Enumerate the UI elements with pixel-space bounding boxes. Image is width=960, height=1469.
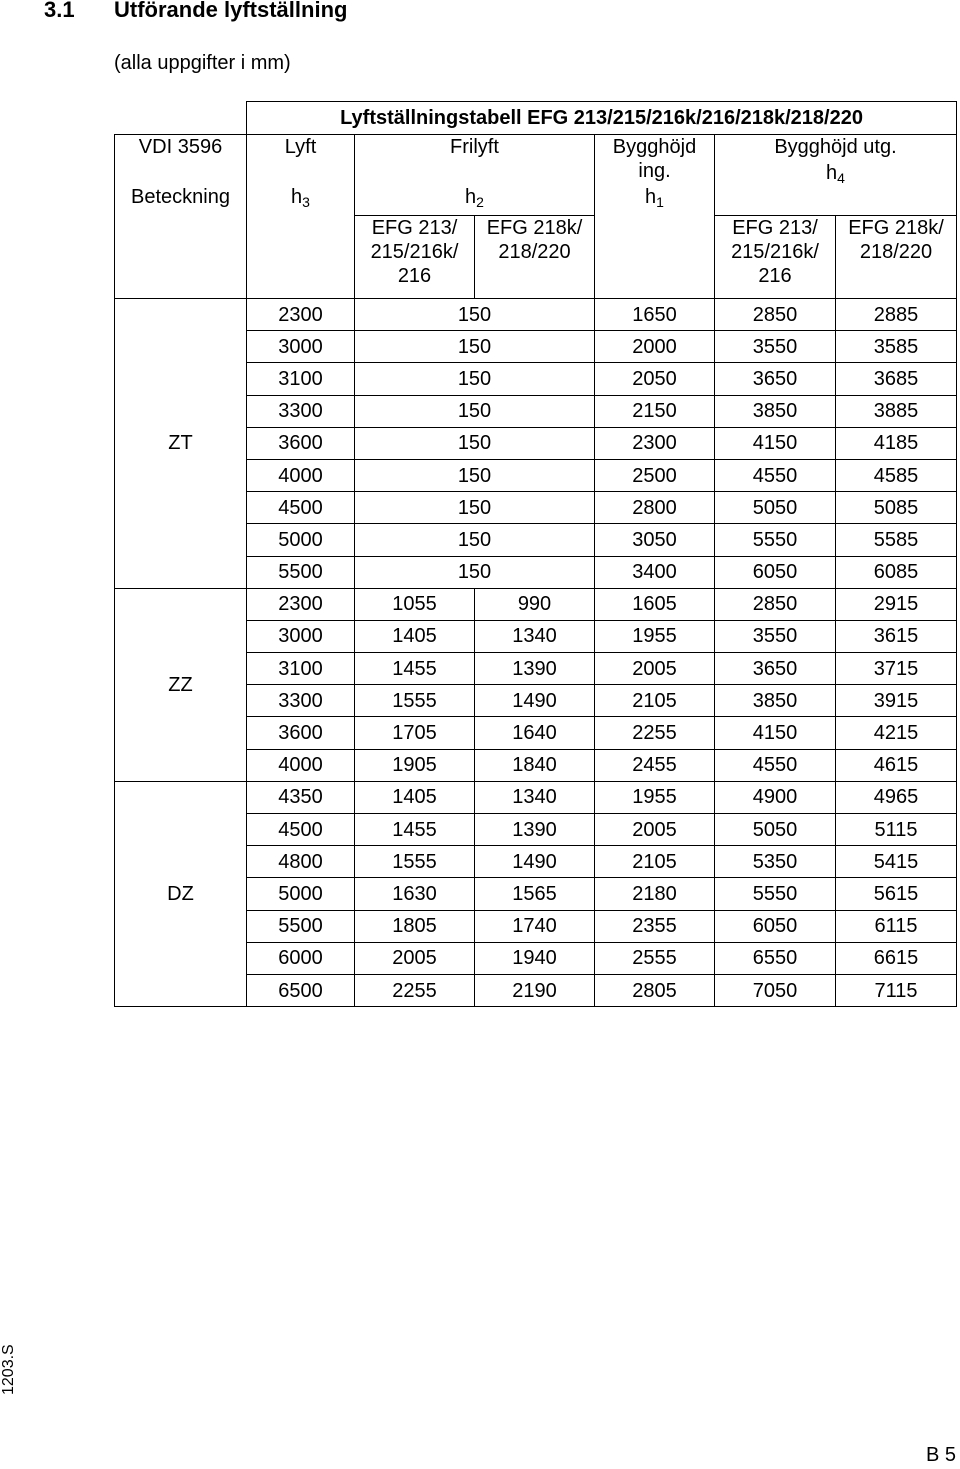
table-cell: 1565	[475, 878, 595, 910]
table-cell: 4215	[836, 717, 957, 749]
group-label: DZ	[115, 781, 247, 1006]
table-cell: 1455	[355, 653, 475, 685]
table-cell: 2300	[247, 588, 355, 620]
table-cell: 2255	[355, 974, 475, 1006]
header-free-lift-model-a: EFG 213/ 215/216k/ 216	[355, 216, 475, 299]
table-cell: 1650	[595, 299, 715, 331]
table-cell: 2500	[595, 459, 715, 491]
table-cell: 1955	[595, 620, 715, 652]
table-cell: 1555	[355, 685, 475, 717]
table-cell: 150	[355, 363, 595, 395]
table-cell: 6115	[836, 910, 957, 942]
table-cell: 3585	[836, 331, 957, 363]
table-cell: 3850	[715, 395, 836, 427]
header-height-extended-model-b: EFG 218k/ 218/220	[836, 216, 957, 299]
table-cell: 1805	[355, 910, 475, 942]
group-label: ZZ	[115, 588, 247, 781]
table-cell: 4350	[247, 781, 355, 813]
table-cell: 2005	[595, 653, 715, 685]
table-cell: 5500	[247, 556, 355, 588]
table-cell: 150	[355, 524, 595, 556]
table-cell: 2105	[595, 846, 715, 878]
group-label: ZT	[115, 299, 247, 589]
document-code: 1203.S	[0, 1344, 17, 1395]
table-cell: 1340	[475, 620, 595, 652]
table-cell: 3550	[715, 331, 836, 363]
table-cell: 150	[355, 395, 595, 427]
table-cell: 1490	[475, 846, 595, 878]
table-cell: 3000	[247, 331, 355, 363]
table-cell: 2850	[715, 299, 836, 331]
table-row	[115, 299, 957, 331]
table-cell: 3915	[836, 685, 957, 717]
table-cell: 3600	[247, 717, 355, 749]
table-cell: 1905	[355, 749, 475, 781]
corner-blank	[115, 102, 247, 135]
table-cell: 2000	[595, 331, 715, 363]
table-cell: 3100	[247, 653, 355, 685]
table-row	[115, 781, 957, 813]
table-cell: 5585	[836, 524, 957, 556]
table-cell: 1705	[355, 717, 475, 749]
table-cell: 3100	[247, 363, 355, 395]
table-cell: 2800	[595, 492, 715, 524]
table-cell: 2255	[595, 717, 715, 749]
table-cell: 5050	[715, 814, 836, 846]
table-cell: 7115	[836, 974, 957, 1006]
table-cell: 5615	[836, 878, 957, 910]
table-cell: 2885	[836, 299, 957, 331]
table-cell: 3685	[836, 363, 957, 395]
table-cell: 5415	[836, 846, 957, 878]
table-cell: 3615	[836, 620, 957, 652]
table-cell: 1630	[355, 878, 475, 910]
table-cell: 2555	[595, 942, 715, 974]
section-title: Utförande lyftställning	[114, 0, 348, 22]
table-cell: 6050	[715, 556, 836, 588]
table-cell: 4000	[247, 749, 355, 781]
table-cell: 4550	[715, 459, 836, 491]
section-heading	[44, 0, 347, 24]
table-cell: 150	[355, 556, 595, 588]
table-cell: 3400	[595, 556, 715, 588]
table-cell: 1340	[475, 781, 595, 813]
table-cell: 1605	[595, 588, 715, 620]
section-number: 3.1	[44, 0, 75, 22]
table-cell: 1740	[475, 910, 595, 942]
table-cell: 4500	[247, 492, 355, 524]
header-blank-2	[247, 216, 355, 299]
table-cell: 3300	[247, 685, 355, 717]
table-cell: 2180	[595, 878, 715, 910]
table-title: Lyftställningstabell EFG 213/215/216k/216/218k/218/220	[247, 102, 957, 135]
page-number: B 5	[925, 1444, 956, 1466]
table-cell: 2005	[355, 942, 475, 974]
table-cell: 1940	[475, 942, 595, 974]
table-cell: 1390	[475, 653, 595, 685]
lift-table	[114, 101, 957, 1007]
table-cell: 3000	[247, 620, 355, 652]
table-cell: 2190	[475, 974, 595, 1006]
units-note: (alla uppgifter i mm)	[114, 52, 291, 74]
table-cell: 5050	[715, 492, 836, 524]
header-vdi: VDI 3596	[115, 135, 247, 186]
table-cell: 3715	[836, 653, 957, 685]
header-height-lowered: Bygghöjd ing.	[595, 135, 715, 186]
table-cell: 5500	[247, 910, 355, 942]
table-cell: 150	[355, 331, 595, 363]
table-cell: 3550	[715, 620, 836, 652]
table-cell: 5000	[247, 878, 355, 910]
table-cell: 6615	[836, 942, 957, 974]
table-cell: 1490	[475, 685, 595, 717]
table-cell: 2455	[595, 749, 715, 781]
table-cell: 5115	[836, 814, 957, 846]
table-cell: 4615	[836, 749, 957, 781]
table-cell: 2300	[247, 299, 355, 331]
header-free-lift-symbol: $h_2$	[355, 185, 595, 216]
table-cell: 6500	[247, 974, 355, 1006]
table-cell: 4000	[247, 459, 355, 491]
table-cell: 3300	[247, 395, 355, 427]
table-cell: 1555	[355, 846, 475, 878]
table-cell: 4585	[836, 459, 957, 491]
table-cell: 4900	[715, 781, 836, 813]
table-cell: 1955	[595, 781, 715, 813]
table-cell: 6085	[836, 556, 957, 588]
table-cell: 4150	[715, 717, 836, 749]
header-free-lift: Frilyft	[355, 135, 595, 186]
header-height-extended: Bygghöjd utg.	[715, 135, 957, 186]
table-cell: 5000	[247, 524, 355, 556]
table-cell: 4150	[715, 427, 836, 459]
header-height-extended-symbol: $h_4$	[715, 185, 957, 216]
table-cell: 2915	[836, 588, 957, 620]
header-designation: Beteckning	[115, 185, 247, 216]
table-row	[115, 588, 957, 620]
table-cell: 4185	[836, 427, 957, 459]
table-cell: 4550	[715, 749, 836, 781]
table-cell: 1455	[355, 814, 475, 846]
header-lift: Lyft	[247, 135, 355, 186]
table-cell: 4800	[247, 846, 355, 878]
table-cell: 150	[355, 427, 595, 459]
table-cell: 2150	[595, 395, 715, 427]
table-cell: 1390	[475, 814, 595, 846]
table-cell: 3885	[836, 395, 957, 427]
table-cell: 1640	[475, 717, 595, 749]
table-cell: 1405	[355, 620, 475, 652]
table-cell: 5085	[836, 492, 957, 524]
table-cell: 990	[475, 588, 595, 620]
table-cell: 3600	[247, 427, 355, 459]
table-cell: 2355	[595, 910, 715, 942]
table-cell: 3850	[715, 685, 836, 717]
table-cell: 5350	[715, 846, 836, 878]
table-cell: 4965	[836, 781, 957, 813]
header-free-lift-model-b: EFG 218k/ 218/220	[475, 216, 595, 299]
table-cell: 5550	[715, 878, 836, 910]
table-cell: 2850	[715, 588, 836, 620]
table-cell: 2105	[595, 685, 715, 717]
table-cell: 1055	[355, 588, 475, 620]
table-cell: 2050	[595, 363, 715, 395]
table-cell: 6050	[715, 910, 836, 942]
header-blank-3	[595, 216, 715, 299]
table-cell: 150	[355, 299, 595, 331]
table-cell: 150	[355, 492, 595, 524]
table-cell: 3650	[715, 653, 836, 685]
table-cell: 5550	[715, 524, 836, 556]
table-cell: 2805	[595, 974, 715, 1006]
header-lift-symbol: $h_3$	[247, 185, 355, 216]
header-height-lowered-symbol: $h_1$	[595, 185, 715, 216]
table-cell: 1840	[475, 749, 595, 781]
table-cell: 3650	[715, 363, 836, 395]
table-cell: 3050	[595, 524, 715, 556]
table-cell: 7050	[715, 974, 836, 1006]
header-blank-1	[115, 216, 247, 299]
table-cell: 6550	[715, 942, 836, 974]
table-cell: 2005	[595, 814, 715, 846]
header-height-extended-model-a: EFG 213/ 215/216k/ 216	[715, 216, 836, 299]
table-cell: 150	[355, 459, 595, 491]
table-cell: 4500	[247, 814, 355, 846]
table-cell: 1405	[355, 781, 475, 813]
table-cell: 2300	[595, 427, 715, 459]
table-cell: 6000	[247, 942, 355, 974]
